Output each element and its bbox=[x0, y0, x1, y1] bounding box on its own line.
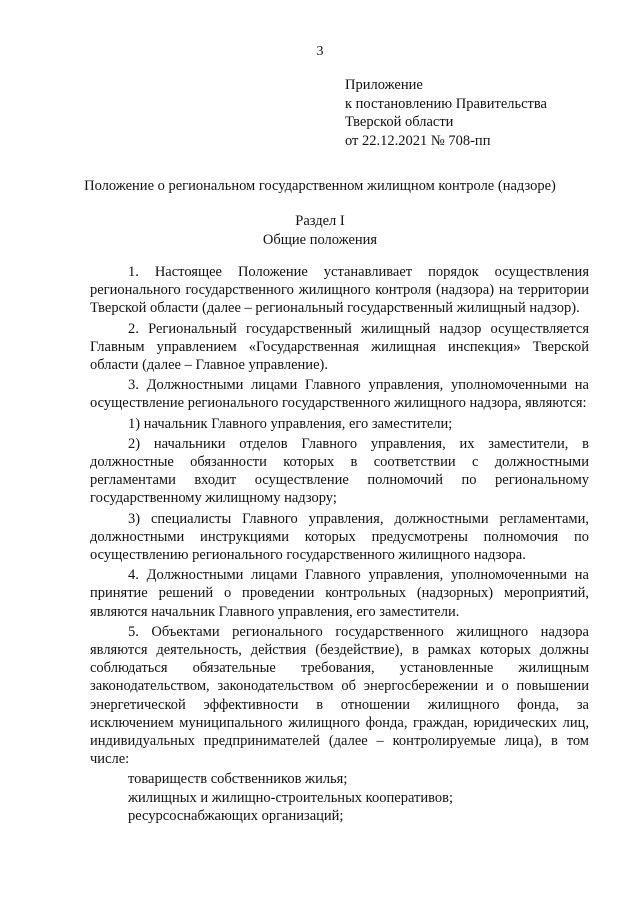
list-item: товариществ собственников жилья; bbox=[128, 771, 348, 788]
appendix-line: Тверской области bbox=[345, 114, 454, 130]
appendix-line: к постановлению Правительства bbox=[345, 95, 547, 112]
section-number: Раздел I bbox=[295, 213, 345, 229]
appendix-block bbox=[345, 76, 547, 150]
section-heading bbox=[0, 212, 640, 250]
page-number: 3 bbox=[316, 44, 324, 59]
paragraph-1: 1. Настоящее Положение устанавливает порядок осуществления регионального государственного жилищного контроля (надзора) на территории Тверской области (далее – региональный государственный жилищный надзор). bbox=[90, 264, 589, 317]
paragraph-3-item-3: 3) специалисты Главного управления, должностными регламентами, должностными инструкциями которых предусмотрены полномочия по осуществлению регионального государственного жилищного надзора. bbox=[90, 510, 589, 564]
paragraph-3-item-2: 2) начальники отделов Главного управления, их заместители, в должностные обязанности которых в соответствии с должностными регламентами входит осуществление полномочий по региональному государственному жилищному надзору; bbox=[90, 435, 589, 507]
document-title: Положение о региональном государственном жилищном контроле (надзоре) bbox=[84, 178, 556, 194]
paragraph-5: 5. Объектами регионального государственного жилищного надзора являются деятельность, действия (бездействие), в рамках которых должны соблюдаться обязательные требования, установленные жилищным законодательством, законодательством об энергосбережении и о повышении энергетической эффективности в отношении жилищного фонда, за исключением муниципального жилищного фонда, граждан, юридических лиц, индивидуальных предпринимателей (далее – контролируемые лица), в том числе: bbox=[90, 623, 589, 768]
appendix-line: Приложение bbox=[345, 77, 423, 93]
paragraph-4: 4. Должностными лицами Главного управления, уполномоченными на принятие решений о проведении контрольных (надзорных) мероприятий, являются начальник Главного управления, его заместители. bbox=[90, 567, 589, 620]
list-item: ресурсоснабжающих организаций; bbox=[128, 807, 344, 824]
paragraph-3: 3. Должностными лицами Главного управления, уполномоченными на осуществление регионального государственного жилищного надзора, являются: bbox=[90, 377, 589, 412]
section-name: Общие положения bbox=[262, 232, 378, 248]
list-item: жилищных и жилищно-строительных кооперативов; bbox=[128, 789, 453, 806]
paragraph-3-item-1: 1) начальник Главного управления, его заместители; bbox=[128, 415, 453, 432]
paragraph-2: 2. Региональный государственный жилищный надзор осуществляется Главным управлением «Государственная жилищная инспекция» Тверской области (далее – Главное управление). bbox=[90, 320, 589, 374]
document-body bbox=[90, 263, 589, 825]
appendix-line: от 22.12.2021 № 708-пп bbox=[345, 132, 491, 149]
